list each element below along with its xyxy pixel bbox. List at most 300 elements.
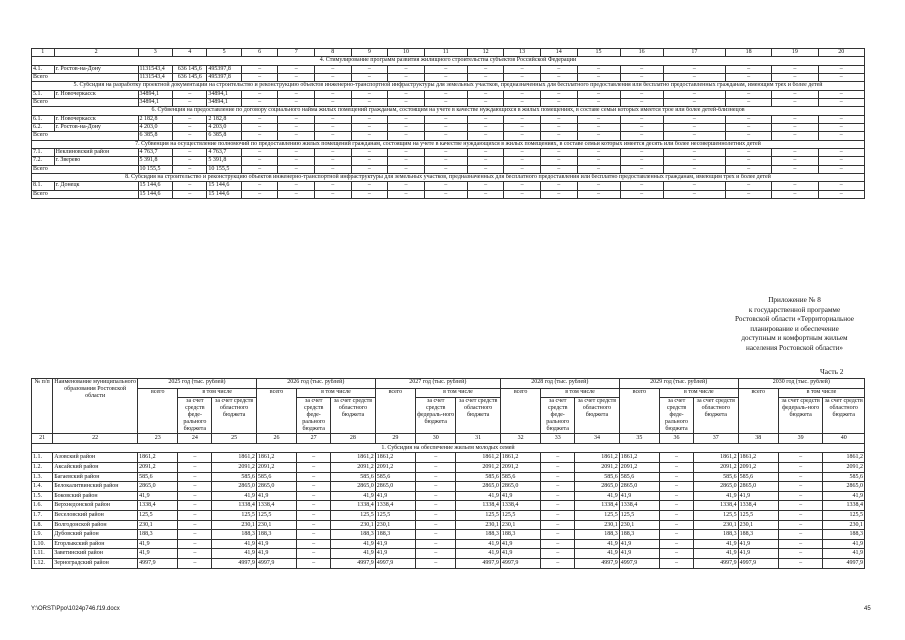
value-total: 2091,2 bbox=[138, 462, 178, 472]
value-dash: – bbox=[388, 124, 425, 132]
value-dash: – bbox=[424, 115, 467, 123]
value-dash: – bbox=[818, 165, 864, 173]
value-total: 4 203,0 bbox=[138, 124, 172, 132]
value-dash: – bbox=[818, 99, 864, 107]
value-total: 4997,9 bbox=[138, 558, 178, 568]
header-year: 2029 год (тыс. рублей) bbox=[619, 379, 738, 389]
value-dash: – bbox=[818, 157, 864, 165]
column-number: 19 bbox=[772, 49, 818, 57]
column-number: 4 bbox=[172, 49, 206, 57]
column-number: 25 bbox=[212, 434, 257, 444]
header-regional: за счет средств областного бюджета bbox=[331, 398, 376, 434]
value-dash: – bbox=[726, 132, 772, 140]
section-row bbox=[32, 174, 865, 182]
column-number: 1 bbox=[32, 49, 55, 57]
value-total: 1861,2 bbox=[738, 453, 778, 463]
header-federal: за счет средств федераль-ного бюджета bbox=[416, 398, 456, 434]
column-number: 33 bbox=[541, 434, 575, 444]
value-federal: – bbox=[541, 530, 575, 540]
value-dash: – bbox=[726, 182, 772, 190]
row-number: 7.1. bbox=[32, 149, 55, 157]
appendix-line: к государственной программе bbox=[748, 305, 841, 314]
value-dash: – bbox=[467, 115, 504, 123]
value-dash: – bbox=[424, 65, 467, 73]
value-total: 230,1 bbox=[256, 520, 296, 530]
value-regional: 34894,1 bbox=[207, 90, 241, 98]
value-total: 34894,1 bbox=[138, 99, 172, 107]
value-total: 1338,4 bbox=[619, 501, 659, 511]
value-dash: – bbox=[577, 132, 620, 140]
value-regional: 188,3 bbox=[456, 530, 501, 540]
value-total: 41,9 bbox=[619, 549, 659, 559]
header-federal: за счет средств феде-рального бюджета bbox=[178, 398, 212, 434]
value-regional: 41,9 bbox=[823, 491, 865, 501]
column-number: 16 bbox=[620, 49, 663, 57]
column-number: 7 bbox=[278, 49, 315, 57]
value-dash: – bbox=[315, 157, 352, 165]
table-row bbox=[32, 182, 865, 190]
value-dash: – bbox=[504, 165, 541, 173]
value-regional: 188,3 bbox=[212, 530, 257, 540]
column-number: 5 bbox=[207, 49, 241, 57]
value-dash: – bbox=[315, 124, 352, 132]
value-federal: – bbox=[416, 453, 456, 463]
value-dash: – bbox=[577, 149, 620, 157]
value-dash: – bbox=[241, 182, 278, 190]
table-row bbox=[32, 530, 865, 540]
value-dash: – bbox=[424, 132, 467, 140]
value-dash: – bbox=[351, 165, 388, 173]
row-number: 8.1. bbox=[32, 182, 55, 190]
header-year: 2030 год (тыс. рублей) bbox=[738, 379, 864, 389]
value-dash: – bbox=[241, 132, 278, 140]
value-dash: – bbox=[620, 90, 663, 98]
value-dash: – bbox=[388, 190, 425, 198]
value-federal: – bbox=[172, 190, 206, 198]
value-regional: 34894,1 bbox=[207, 99, 241, 107]
value-regional: 230,1 bbox=[212, 520, 257, 530]
value-dash: – bbox=[772, 190, 818, 198]
value-federal: – bbox=[178, 520, 212, 530]
table-row bbox=[32, 520, 865, 530]
value-total: 230,1 bbox=[375, 520, 415, 530]
value-total: 1861,2 bbox=[138, 453, 178, 463]
municipality-name: Заветинский район bbox=[53, 549, 138, 559]
value-federal: – bbox=[541, 501, 575, 511]
header-including: в том числе bbox=[178, 388, 257, 398]
value-total: 41,9 bbox=[256, 491, 296, 501]
section-row bbox=[32, 140, 865, 148]
value-dash: – bbox=[504, 157, 541, 165]
header-federal: за счет средств феде-рального бюджета bbox=[541, 398, 575, 434]
value-federal: – bbox=[172, 124, 206, 132]
value-federal: – bbox=[778, 501, 823, 511]
value-dash: – bbox=[620, 190, 663, 198]
value-regional: 10 155,5 bbox=[207, 165, 241, 173]
header-total: всего bbox=[500, 388, 540, 434]
value-regional: 4 763,7 bbox=[207, 149, 241, 157]
value-dash: – bbox=[351, 182, 388, 190]
value-dash: – bbox=[726, 190, 772, 198]
appendix-line: населения Ростовской области» bbox=[745, 343, 844, 352]
value-regional: 2865,0 bbox=[456, 482, 501, 492]
value-federal: – bbox=[297, 539, 331, 549]
value-total: 41,9 bbox=[256, 549, 296, 559]
table-row bbox=[32, 165, 865, 173]
table-row bbox=[32, 558, 865, 568]
value-dash: – bbox=[577, 65, 620, 73]
value-dash: – bbox=[424, 149, 467, 157]
value-federal: – bbox=[416, 558, 456, 568]
header-year: 2026 год (тыс. рублей) bbox=[256, 379, 375, 389]
value-total: 10 155,5 bbox=[138, 165, 172, 173]
value-dash: – bbox=[504, 90, 541, 98]
value-dash: – bbox=[278, 190, 315, 198]
value-regional: 41,9 bbox=[823, 539, 865, 549]
value-federal: – bbox=[778, 558, 823, 568]
value-dash: – bbox=[315, 74, 352, 82]
row-number: 4.1. bbox=[32, 65, 55, 73]
value-federal: – bbox=[660, 520, 694, 530]
value-total: 41,9 bbox=[138, 491, 178, 501]
column-number: 24 bbox=[178, 434, 212, 444]
value-total: 41,9 bbox=[375, 491, 415, 501]
header-total: всего bbox=[256, 388, 296, 434]
value-dash: – bbox=[663, 124, 725, 132]
header-total: всего bbox=[619, 388, 659, 434]
funding-table-part1 bbox=[31, 48, 865, 199]
column-number: 2 bbox=[54, 49, 138, 57]
column-number: 14 bbox=[540, 49, 577, 57]
value-federal: – bbox=[541, 462, 575, 472]
value-regional: 41,9 bbox=[575, 549, 620, 559]
value-total: 1338,4 bbox=[256, 501, 296, 511]
header-total: всего bbox=[375, 388, 415, 434]
value-total: 585,6 bbox=[500, 472, 540, 482]
municipality-name: Волгодонской район bbox=[53, 520, 138, 530]
header-total: всего bbox=[738, 388, 778, 434]
row-total-label: Всего bbox=[32, 165, 139, 173]
value-regional: 41,9 bbox=[331, 539, 376, 549]
value-dash: – bbox=[577, 124, 620, 132]
value-dash: – bbox=[663, 132, 725, 140]
value-federal: – bbox=[416, 462, 456, 472]
value-federal: – bbox=[178, 530, 212, 540]
value-federal: – bbox=[297, 520, 331, 530]
municipality-name: г. Донецк bbox=[54, 182, 138, 190]
value-dash: – bbox=[818, 149, 864, 157]
value-federal: – bbox=[178, 482, 212, 492]
value-total: 1861,2 bbox=[619, 453, 659, 463]
value-regional: 41,9 bbox=[331, 491, 376, 501]
table-row bbox=[32, 132, 865, 140]
value-regional: 230,1 bbox=[456, 520, 501, 530]
value-dash: – bbox=[315, 132, 352, 140]
value-dash: – bbox=[241, 190, 278, 198]
value-total: 2865,0 bbox=[738, 482, 778, 492]
value-federal: – bbox=[172, 165, 206, 173]
value-dash: – bbox=[818, 182, 864, 190]
header-regional: за счет средств областного бюджета bbox=[694, 398, 739, 434]
section-title: 7. Субвенция на осуществление полномочий по предоставлению жилых помещений гражданам, состоящим на учете в качестве нуждающихся в жилых помещениях, в составе семьи которых имеется десять или более несовершеннолетних детей bbox=[32, 140, 865, 148]
value-federal: – bbox=[297, 491, 331, 501]
value-total: 4997,9 bbox=[619, 558, 659, 568]
municipality-name: Зерноградский район bbox=[53, 558, 138, 568]
value-dash: – bbox=[504, 182, 541, 190]
value-dash: – bbox=[241, 65, 278, 73]
value-regional: 495397,8 bbox=[207, 74, 241, 82]
value-dash: – bbox=[726, 149, 772, 157]
value-total: 2 182,8 bbox=[138, 115, 172, 123]
value-total: 15 144,6 bbox=[138, 182, 172, 190]
value-federal: – bbox=[178, 462, 212, 472]
header-regional: за счет средств областного бюджета bbox=[823, 398, 865, 434]
value-total: 2091,2 bbox=[256, 462, 296, 472]
row-total-label: Всего bbox=[32, 190, 139, 198]
value-dash: – bbox=[467, 165, 504, 173]
column-number: 3 bbox=[138, 49, 172, 57]
value-federal: – bbox=[660, 549, 694, 559]
value-dash: – bbox=[540, 157, 577, 165]
appendix-line: Приложение № 8 bbox=[768, 296, 821, 304]
value-dash: – bbox=[278, 124, 315, 132]
value-dash: – bbox=[504, 124, 541, 132]
header-num: № п/п bbox=[32, 379, 53, 434]
value-dash: – bbox=[504, 99, 541, 107]
row-number: 1.5. bbox=[32, 491, 53, 501]
value-regional: 1338,4 bbox=[694, 501, 739, 511]
value-dash: – bbox=[504, 65, 541, 73]
value-regional: 125,5 bbox=[212, 510, 257, 520]
value-dash: – bbox=[663, 149, 725, 157]
value-federal: – bbox=[541, 482, 575, 492]
value-dash: – bbox=[351, 115, 388, 123]
table-row bbox=[32, 453, 865, 463]
value-regional: 125,5 bbox=[694, 510, 739, 520]
value-dash: – bbox=[388, 157, 425, 165]
value-regional: 1338,4 bbox=[456, 501, 501, 511]
value-regional: 585,6 bbox=[823, 472, 865, 482]
value-regional: 1861,2 bbox=[575, 453, 620, 463]
value-regional: 41,9 bbox=[823, 549, 865, 559]
section-title: 8. Субсидия на строительство и реконструкцию объектов инженерно-транспортной инфраструктуры для земельных участков, предназначенных для бесплатного предоставления или бесплатно предоставленных гражданам, имеющим трех и более детей bbox=[32, 174, 865, 182]
value-federal: – bbox=[416, 539, 456, 549]
value-dash: – bbox=[577, 90, 620, 98]
value-total: 4997,9 bbox=[375, 558, 415, 568]
value-total: 41,9 bbox=[500, 549, 540, 559]
section-title: 4. Стимулирование программ развития жилищного строительства субъектов Российской Федерации bbox=[32, 57, 865, 65]
column-number: 12 bbox=[467, 49, 504, 57]
value-dash: – bbox=[278, 99, 315, 107]
value-federal: – bbox=[778, 482, 823, 492]
value-regional: 15 144,6 bbox=[207, 182, 241, 190]
value-regional: 41,9 bbox=[456, 549, 501, 559]
value-federal: – bbox=[297, 462, 331, 472]
value-dash: – bbox=[351, 99, 388, 107]
value-federal: – bbox=[541, 539, 575, 549]
value-dash: – bbox=[351, 90, 388, 98]
value-federal: – bbox=[172, 149, 206, 157]
value-total: 125,5 bbox=[500, 510, 540, 520]
file-path: Y:\ORST\Ppo\1024p746.f19.docx bbox=[31, 606, 120, 612]
value-federal: – bbox=[178, 491, 212, 501]
municipality-name: Егорлыкский район bbox=[53, 539, 138, 549]
value-federal: – bbox=[297, 510, 331, 520]
column-number: 17 bbox=[663, 49, 725, 57]
row-number: 1.4. bbox=[32, 482, 53, 492]
table-row bbox=[32, 149, 865, 157]
value-dash: – bbox=[772, 157, 818, 165]
value-dash: – bbox=[663, 157, 725, 165]
value-dash: – bbox=[540, 124, 577, 132]
header-including: в том числе bbox=[541, 388, 620, 398]
value-dash: – bbox=[241, 74, 278, 82]
value-federal: – bbox=[416, 549, 456, 559]
row-number: 1.3. bbox=[32, 472, 53, 482]
municipality-name: Неклиновский район bbox=[54, 149, 138, 157]
table-row bbox=[32, 99, 865, 107]
municipality-name: Белокалитвинский район bbox=[53, 482, 138, 492]
value-total: 41,9 bbox=[738, 549, 778, 559]
value-dash: – bbox=[241, 165, 278, 173]
value-regional: 41,9 bbox=[694, 539, 739, 549]
column-number: 18 bbox=[726, 49, 772, 57]
value-total: 585,6 bbox=[738, 472, 778, 482]
column-number: 31 bbox=[456, 434, 501, 444]
value-dash: – bbox=[772, 90, 818, 98]
value-regional: 2091,2 bbox=[823, 462, 865, 472]
value-dash: – bbox=[351, 74, 388, 82]
section-row bbox=[32, 443, 865, 453]
value-federal: – bbox=[416, 472, 456, 482]
value-dash: – bbox=[620, 65, 663, 73]
value-total: 41,9 bbox=[375, 549, 415, 559]
value-regional: 2091,2 bbox=[331, 462, 376, 472]
value-federal: – bbox=[660, 453, 694, 463]
municipality-name: Дубовский район bbox=[53, 530, 138, 540]
value-federal: – bbox=[297, 530, 331, 540]
municipality-name: Боковский район bbox=[53, 491, 138, 501]
value-total: 230,1 bbox=[619, 520, 659, 530]
column-number: 29 bbox=[375, 434, 415, 444]
value-regional: 41,9 bbox=[456, 491, 501, 501]
row-number: 1.12. bbox=[32, 558, 53, 568]
column-number: 10 bbox=[388, 49, 425, 57]
value-dash: – bbox=[388, 149, 425, 157]
value-dash: – bbox=[241, 99, 278, 107]
value-total: 4997,9 bbox=[738, 558, 778, 568]
row-number: 1.2. bbox=[32, 462, 53, 472]
value-dash: – bbox=[315, 115, 352, 123]
value-federal: – bbox=[660, 491, 694, 501]
value-federal: – bbox=[172, 99, 206, 107]
table-row bbox=[32, 482, 865, 492]
value-federal: – bbox=[778, 462, 823, 472]
value-total: 2091,2 bbox=[619, 462, 659, 472]
value-total: 4997,9 bbox=[256, 558, 296, 568]
value-dash: – bbox=[772, 132, 818, 140]
value-regional: 4997,9 bbox=[575, 558, 620, 568]
value-federal: – bbox=[660, 501, 694, 511]
header-federal: за счет средств федераль-ного бюджета bbox=[778, 398, 823, 434]
value-total: 41,9 bbox=[738, 491, 778, 501]
value-dash: – bbox=[351, 65, 388, 73]
value-total: 188,3 bbox=[375, 530, 415, 540]
column-number: 34 bbox=[575, 434, 620, 444]
value-dash: – bbox=[772, 182, 818, 190]
value-dash: – bbox=[467, 132, 504, 140]
value-dash: – bbox=[467, 190, 504, 198]
value-regional: 5 391,8 bbox=[207, 157, 241, 165]
value-dash: – bbox=[424, 90, 467, 98]
value-total: 41,9 bbox=[375, 539, 415, 549]
value-dash: – bbox=[726, 165, 772, 173]
row-total-label: Всего bbox=[32, 99, 139, 107]
municipality-name: г. Ростов-на-Дону bbox=[54, 124, 138, 132]
value-dash: – bbox=[278, 182, 315, 190]
column-number: 22 bbox=[53, 434, 138, 444]
value-total: 188,3 bbox=[619, 530, 659, 540]
table-row bbox=[32, 65, 865, 73]
row-number: 6.2. bbox=[32, 124, 55, 132]
value-federal: – bbox=[297, 501, 331, 511]
table-row bbox=[32, 90, 865, 98]
value-regional: 188,3 bbox=[823, 530, 865, 540]
value-dash: – bbox=[620, 132, 663, 140]
value-total: 6 385,8 bbox=[138, 132, 172, 140]
value-total: 1861,2 bbox=[256, 453, 296, 463]
value-dash: – bbox=[424, 165, 467, 173]
table-row bbox=[32, 115, 865, 123]
section-row bbox=[32, 57, 865, 65]
table-row bbox=[32, 501, 865, 511]
value-federal: 636 145,6 bbox=[172, 65, 206, 73]
municipality-name: Азовский район bbox=[53, 453, 138, 463]
value-federal: – bbox=[541, 520, 575, 530]
header-row bbox=[32, 49, 865, 57]
value-dash: – bbox=[278, 74, 315, 82]
value-total: 41,9 bbox=[619, 491, 659, 501]
value-dash: – bbox=[388, 99, 425, 107]
value-regional: 4997,9 bbox=[823, 558, 865, 568]
value-dash: – bbox=[540, 65, 577, 73]
value-dash: – bbox=[540, 74, 577, 82]
municipality-name: г. Зверево bbox=[54, 157, 138, 165]
value-regional: 125,5 bbox=[575, 510, 620, 520]
value-dash: – bbox=[278, 65, 315, 73]
value-regional: 1861,2 bbox=[212, 453, 257, 463]
value-dash: – bbox=[726, 157, 772, 165]
value-federal: – bbox=[778, 472, 823, 482]
value-regional: 4997,9 bbox=[331, 558, 376, 568]
table-row bbox=[32, 510, 865, 520]
row-number: 1.10. bbox=[32, 539, 53, 549]
value-dash: – bbox=[467, 65, 504, 73]
value-regional: 1338,4 bbox=[331, 501, 376, 511]
value-dash: – bbox=[315, 90, 352, 98]
value-dash: – bbox=[620, 115, 663, 123]
value-federal: – bbox=[778, 549, 823, 559]
value-total: 41,9 bbox=[619, 539, 659, 549]
header-year: 2027 год (тыс. рублей) bbox=[375, 379, 500, 389]
value-dash: – bbox=[818, 90, 864, 98]
header-year: 2028 год (тыс. рублей) bbox=[500, 379, 619, 389]
value-dash: – bbox=[663, 165, 725, 173]
value-dash: – bbox=[315, 149, 352, 157]
value-dash: – bbox=[772, 115, 818, 123]
value-regional: 4 203,0 bbox=[207, 124, 241, 132]
value-total: 34894,1 bbox=[138, 90, 172, 98]
